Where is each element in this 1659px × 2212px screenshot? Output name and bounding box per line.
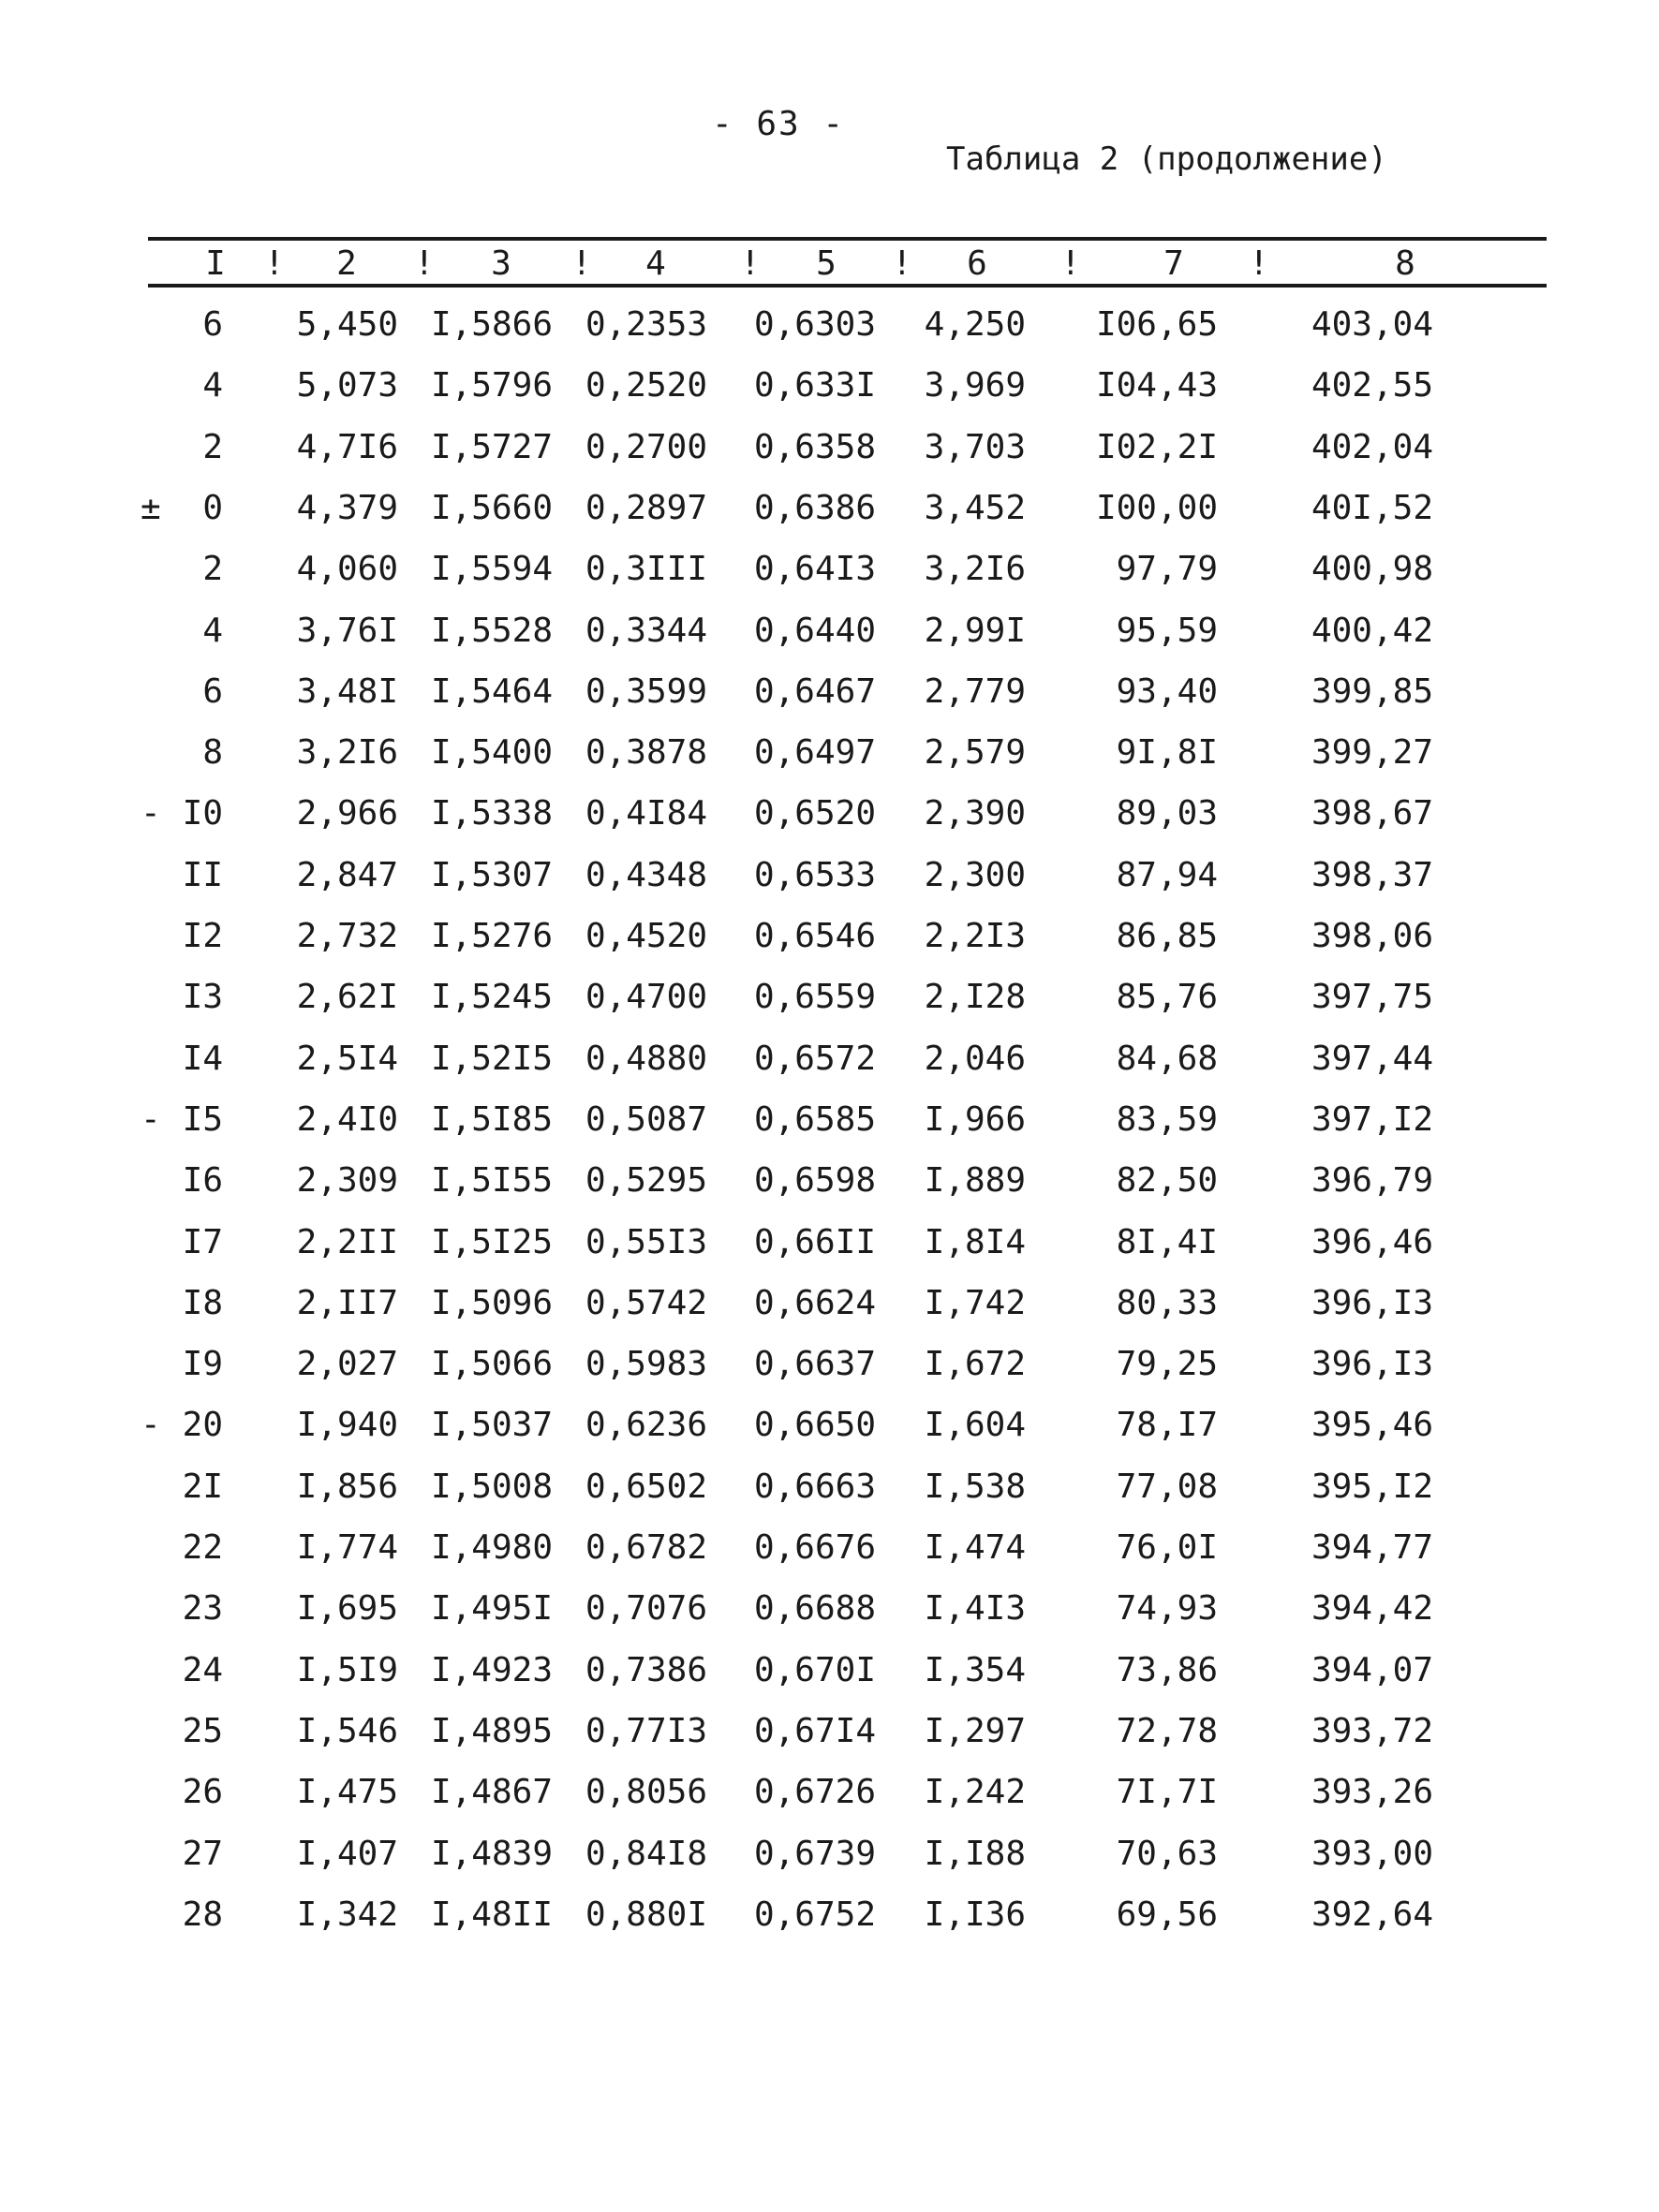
table-cell-col-8: 403,04 [1311,305,1433,344]
table-row [0,1647,1659,1694]
table-cell-col-4: 0,2897 [585,488,707,527]
table-cell-col-2: 3,76I [296,611,398,650]
table-row [0,1769,1659,1816]
table-cell-col-7: 83,59 [1116,1099,1218,1139]
table-cell-col-2: 3,48I [296,671,398,711]
table-cell-col-6: 3,969 [924,366,1026,406]
table-cell-col-7: 87,94 [1116,855,1218,894]
table-cell-col-7: 77,08 [1116,1467,1218,1506]
table-cell-col-4: 0,8056 [585,1773,707,1812]
table-cell-col-3: I,5866 [430,305,553,344]
table-cell-col-3: I,5008 [430,1467,553,1506]
table-cell-col-1: I5 [182,1099,223,1139]
table-cell-col-7: I00,00 [1095,488,1218,527]
table-cell-col-7: 84,68 [1116,1039,1218,1078]
table-cell-col-3: I,5096 [430,1283,553,1322]
table-cell-col-4: 0,880I [585,1895,707,1934]
table-row [0,1402,1659,1449]
table-cell-col-3: I,5400 [430,733,553,773]
table-cell-col-6: 2,579 [924,733,1026,773]
table-cell-col-5: 0,6637 [753,1345,876,1384]
table-cell-col-5: 0,67I4 [753,1711,876,1750]
table-cell-col-6: I,242 [924,1773,1026,1812]
table-cell-col-3: I,5796 [430,366,553,406]
table-cell-col-8: 396,46 [1311,1222,1433,1261]
table-cell-col-5: 0,6739 [753,1834,876,1873]
table-cell-col-3: I,5338 [430,794,553,833]
table-cell-col-5: 0,6497 [753,733,876,773]
table-cell-col-2: 2,5I4 [296,1039,398,1078]
table-cell-col-2: I,5I9 [296,1650,398,1689]
table-cell-col-1: 6 [202,671,223,711]
table-row [0,608,1659,655]
table-cell-col-4: 0,2700 [585,427,707,466]
table-cell-col-4: 0,3III [585,550,707,589]
table-cell-col-6: I,297 [924,1711,1026,1750]
table-cell-col-8: 394,42 [1311,1589,1433,1629]
table-cell-col-4: 0,5983 [585,1345,707,1384]
table-cell-col-1: 25 [182,1711,223,1750]
table-cell-col-7: 78,I7 [1116,1406,1218,1445]
table-cell-col-1: I2 [182,917,223,955]
table-cell-col-8: 396,I3 [1311,1283,1433,1322]
table-cell-col-4: 0,3878 [585,733,707,773]
table-cell-col-8: 402,04 [1311,427,1433,466]
table-cell-col-4: 0,7076 [585,1589,707,1629]
table-cell-col-5: 0,6467 [753,671,876,711]
table-cell-col-4: 0,55I3 [585,1222,707,1261]
table-cell-col-2: I,774 [296,1528,398,1567]
table-cell-col-7: 73,86 [1116,1650,1218,1689]
table-cell-col-7: 72,78 [1116,1711,1218,1750]
table-cell-col-2: 4,379 [296,488,398,527]
table-cell-col-3: I,5066 [430,1345,553,1384]
header-separator: ! [1249,244,1269,283]
table-cell-col-8: 40I,52 [1311,488,1433,527]
header-separator: ! [740,244,761,283]
table-cell-col-2: 2,732 [296,917,398,955]
table-cell-col-2: I,475 [296,1773,398,1812]
table-cell-col-1: 26 [182,1773,223,1812]
table-cell-col-5: 0,6559 [753,978,876,1017]
table-cell-col-3: I,4839 [430,1834,553,1873]
table-cell-col-4: 0,7386 [585,1650,707,1689]
table-cell-col-5: 0,6572 [753,1039,876,1078]
table-cell-col-7: I04,43 [1095,366,1218,406]
table-cell-col-5: 0,6533 [753,855,876,894]
table-cell-col-1: II [182,855,223,894]
table-cell-col-1: 28 [182,1895,223,1934]
table-cell-col-7: 82,50 [1116,1161,1218,1201]
table-row [0,485,1659,532]
table-cell-col-3: I,4923 [430,1650,553,1689]
page-number: - 63 - [712,105,846,143]
table-cell-col-8: 396,79 [1311,1161,1433,1201]
table-cell-col-7: 74,93 [1116,1589,1218,1629]
table-cell-col-5: 0,6520 [753,794,876,833]
table-cell-col-2: I,546 [296,1711,398,1750]
table-cell-col-3: I,4980 [430,1528,553,1567]
table-cell-col-2: I,940 [296,1406,398,1445]
table-row [0,302,1659,348]
table-cell-col-4: 0,6502 [585,1467,707,1506]
table-cell-col-6: 3,452 [924,488,1026,527]
header-col-1: I [205,244,226,283]
table-cell-col-5: 0,6752 [753,1895,876,1934]
table-cell-col-6: 2,300 [924,855,1026,894]
table-row [0,362,1659,409]
table-cell-col-7: 76,0I [1116,1528,1218,1567]
table-row [0,1831,1659,1878]
table-cell-col-8: 394,77 [1311,1528,1433,1567]
table-row [0,424,1659,471]
row-marker: - [141,1099,161,1139]
table-cell-col-7: 86,85 [1116,917,1218,955]
table-cell-col-5: 0,6303 [753,305,876,344]
table-cell-col-1: I0 [182,794,223,833]
table-cell-col-6: I,742 [924,1283,1026,1322]
header-col-8: 8 [1395,244,1415,283]
table-cell-col-3: I,5528 [430,611,553,650]
table-cell-col-2: 2,309 [296,1161,398,1201]
table-cell-col-8: 395,I2 [1311,1467,1433,1506]
table-cell-col-1: 8 [202,733,223,773]
table-cell-col-1: I8 [182,1283,223,1322]
header-col-7: 7 [1163,244,1184,283]
row-marker: ± [141,488,161,527]
table-cell-col-6: I,I36 [924,1895,1026,1934]
table-cell-col-8: 396,I3 [1311,1345,1433,1384]
header-col-4: 4 [645,244,666,283]
table-cell-col-6: 2,046 [924,1039,1026,1078]
table-cell-col-6: I,538 [924,1467,1026,1506]
table-cell-col-2: 2,2II [296,1222,398,1261]
table-row [0,790,1659,837]
header-separator: ! [414,244,435,283]
table-cell-col-5: 0,6663 [753,1467,876,1506]
table-cell-col-5: 0,6546 [753,917,876,955]
table-cell-col-8: 399,27 [1311,733,1433,773]
table-cell-col-4: 0,6236 [585,1406,707,1445]
table-cell-col-3: I,5037 [430,1406,553,1445]
table-cell-col-1: I7 [182,1222,223,1261]
table-cell-col-1: I3 [182,978,223,1017]
table-cell-col-1: 22 [182,1528,223,1567]
table-cell-col-7: 89,03 [1116,794,1218,833]
table-cell-col-8: 394,07 [1311,1650,1433,1689]
table-cell-col-7: 79,25 [1116,1345,1218,1384]
table-cell-col-1: 4 [202,611,223,650]
table-cell-col-1: 4 [202,366,223,406]
table-cell-col-4: 0,77I3 [585,1711,707,1750]
header-separator: ! [1060,244,1081,283]
table-cell-col-2: 5,450 [296,305,398,344]
table-cell-col-5: 0,6358 [753,427,876,466]
table-row [0,669,1659,715]
table-row [0,1585,1659,1632]
table-cell-col-2: 2,847 [296,855,398,894]
table-cell-col-4: 0,5295 [585,1161,707,1201]
table-cell-col-4: 0,4348 [585,855,707,894]
table-cell-col-3: I,5245 [430,978,553,1017]
table-cell-col-1: I9 [182,1345,223,1384]
table-cell-col-6: 2,390 [924,794,1026,833]
table-cell-col-4: 0,6782 [585,1528,707,1567]
table-cell-col-8: 397,75 [1311,978,1433,1017]
table-cell-col-7: I06,65 [1095,305,1218,344]
table-cell-col-5: 0,6386 [753,488,876,527]
header-col-2: 2 [336,244,357,283]
table-cell-col-6: 2,2I3 [924,917,1026,955]
table-cell-col-4: 0,4I84 [585,794,707,833]
table-cell-col-2: 4,7I6 [296,427,398,466]
table-cell-col-2: I,695 [296,1589,398,1629]
table-cell-col-6: 2,I28 [924,978,1026,1017]
table-cell-col-5: 0,6688 [753,1589,876,1629]
header-col-5: 5 [816,244,837,283]
header-col-6: 6 [967,244,987,283]
table-cell-col-8: 398,67 [1311,794,1433,833]
table-cell-col-7: 95,59 [1116,611,1218,650]
table-cell-col-8: 402,55 [1311,366,1433,406]
table-cell-col-5: 0,66II [753,1222,876,1261]
table-cell-col-3: I,5594 [430,550,553,589]
table-cell-col-6: 2,779 [924,671,1026,711]
table-cell-col-4: 0,5742 [585,1283,707,1322]
row-marker: - [141,794,161,833]
table-cell-col-6: 4,250 [924,305,1026,344]
table-cell-col-7: 85,76 [1116,978,1218,1017]
table-cell-col-3: I,5I85 [430,1099,553,1139]
table-cell-col-3: I,5276 [430,917,553,955]
table-cell-col-2: I,856 [296,1467,398,1506]
table-cell-col-6: I,604 [924,1406,1026,1445]
table-rule-header-bottom [148,284,1547,288]
table-row [0,852,1659,899]
table-cell-col-8: 400,98 [1311,550,1433,589]
table-cell-col-3: I,52I5 [430,1039,553,1078]
table-cell-col-7: 7I,7I [1116,1773,1218,1812]
table-cell-col-1: I4 [182,1039,223,1078]
table-row [0,1525,1659,1571]
table-cell-col-6: I,I88 [924,1834,1026,1873]
table-cell-col-6: 3,2I6 [924,550,1026,589]
table-cell-col-4: 0,2520 [585,366,707,406]
table-cell-col-6: I,8I4 [924,1222,1026,1261]
table-cell-col-2: 2,II7 [296,1283,398,1322]
table-cell-col-3: I,5I55 [430,1161,553,1201]
table-cell-col-3: I,5727 [430,427,553,466]
table-cell-col-1: 27 [182,1834,223,1873]
table-cell-col-1: 24 [182,1650,223,1689]
table-cell-col-4: 0,3599 [585,671,707,711]
table-cell-col-6: I,966 [924,1099,1026,1139]
table-cell-col-5: 0,670I [753,1650,876,1689]
table-cell-col-3: I,4895 [430,1711,553,1750]
table-cell-col-1: 2 [202,427,223,466]
table-cell-col-7: 70,63 [1116,1834,1218,1873]
table-cell-col-5: 0,64I3 [753,550,876,589]
table-cell-col-3: I,4867 [430,1773,553,1812]
header-col-3: 3 [491,244,511,283]
table-row [0,1464,1659,1511]
table-cell-col-7: 69,56 [1116,1895,1218,1934]
table-cell-col-5: 0,6726 [753,1773,876,1812]
table-header-row [0,241,1659,288]
table-row [0,1708,1659,1755]
table-cell-col-8: 399,85 [1311,671,1433,711]
table-row [0,1097,1659,1143]
header-separator: ! [892,244,912,283]
table-cell-col-3: I,48II [430,1895,553,1934]
table-cell-col-1: 0 [202,488,223,527]
table-cell-col-5: 0,6440 [753,611,876,650]
table-cell-col-7: 80,33 [1116,1283,1218,1322]
table-cell-col-6: 2,99I [924,611,1026,650]
table-cell-col-1: 6 [202,305,223,344]
table-row [0,1892,1659,1939]
table-cell-col-4: 0,84I8 [585,1834,707,1873]
table-cell-col-5: 0,633I [753,366,876,406]
table-cell-col-5: 0,6624 [753,1283,876,1322]
table-cell-col-2: 2,4I0 [296,1099,398,1139]
table-cell-col-8: 398,37 [1311,855,1433,894]
table-cell-col-4: 0,3344 [585,611,707,650]
table-cell-col-6: I,474 [924,1528,1026,1567]
table-cell-col-4: 0,4880 [585,1039,707,1078]
table-row [0,546,1659,593]
table-cell-col-8: 398,06 [1311,917,1433,955]
table-cell-col-4: 0,4520 [585,917,707,955]
table-cell-col-3: I,5464 [430,671,553,711]
table-cell-col-1: I6 [182,1161,223,1201]
table-cell-col-5: 0,6585 [753,1099,876,1139]
table-cell-col-4: 0,4700 [585,978,707,1017]
table-cell-col-4: 0,5087 [585,1099,707,1139]
table-cell-col-5: 0,6598 [753,1161,876,1201]
table-cell-col-6: I,354 [924,1650,1026,1689]
table-cell-col-2: 4,060 [296,550,398,589]
table-cell-col-3: I,495I [430,1589,553,1629]
table-row [0,913,1659,960]
table-cell-col-1: 23 [182,1589,223,1629]
table-cell-col-7: 9I,8I [1116,733,1218,773]
table-cell-col-8: 393,00 [1311,1834,1433,1873]
table-cell-col-7: 93,40 [1116,671,1218,711]
table-caption: Таблица 2 (продолжение) [946,140,1387,178]
table-cell-col-6: I,4I3 [924,1589,1026,1629]
table-cell-col-6: 3,703 [924,427,1026,466]
table-cell-col-8: 393,72 [1311,1711,1433,1750]
table-cell-col-6: I,889 [924,1161,1026,1201]
table-cell-col-5: 0,6650 [753,1406,876,1445]
header-separator: ! [571,244,592,283]
table-row [0,1158,1659,1204]
table-cell-col-3: I,5I25 [430,1222,553,1261]
table-cell-col-1: 2I [182,1467,223,1506]
row-marker: - [141,1406,161,1445]
table-row [0,1219,1659,1266]
table-cell-col-1: 20 [182,1406,223,1445]
table-cell-col-2: I,407 [296,1834,398,1873]
table-cell-col-2: 2,027 [296,1345,398,1384]
table-cell-col-2: 3,2I6 [296,733,398,773]
table-cell-col-8: 395,46 [1311,1406,1433,1445]
table-cell-col-4: 0,2353 [585,305,707,344]
table-row [0,1036,1659,1083]
table-row [0,974,1659,1021]
table-cell-col-2: 5,073 [296,366,398,406]
table-cell-col-2: 2,966 [296,794,398,833]
table-cell-col-7: I02,2I [1095,427,1218,466]
table-cell-col-2: 2,62I [296,978,398,1017]
table-row [0,730,1659,776]
table-cell-col-5: 0,6676 [753,1528,876,1567]
table-cell-col-3: I,5660 [430,488,553,527]
table-cell-col-7: 8I,4I [1116,1222,1218,1261]
table-cell-col-6: I,672 [924,1345,1026,1384]
table-cell-col-8: 400,42 [1311,611,1433,650]
table-cell-col-8: 397,I2 [1311,1099,1433,1139]
table-row [0,1341,1659,1388]
table-cell-col-2: I,342 [296,1895,398,1934]
header-separator: ! [264,244,285,283]
table-cell-col-3: I,5307 [430,855,553,894]
table-cell-col-1: 2 [202,550,223,589]
table-cell-col-8: 393,26 [1311,1773,1433,1812]
table-cell-col-7: 97,79 [1116,550,1218,589]
table-row [0,1280,1659,1327]
table-cell-col-8: 397,44 [1311,1039,1433,1078]
table-cell-col-8: 392,64 [1311,1895,1433,1934]
